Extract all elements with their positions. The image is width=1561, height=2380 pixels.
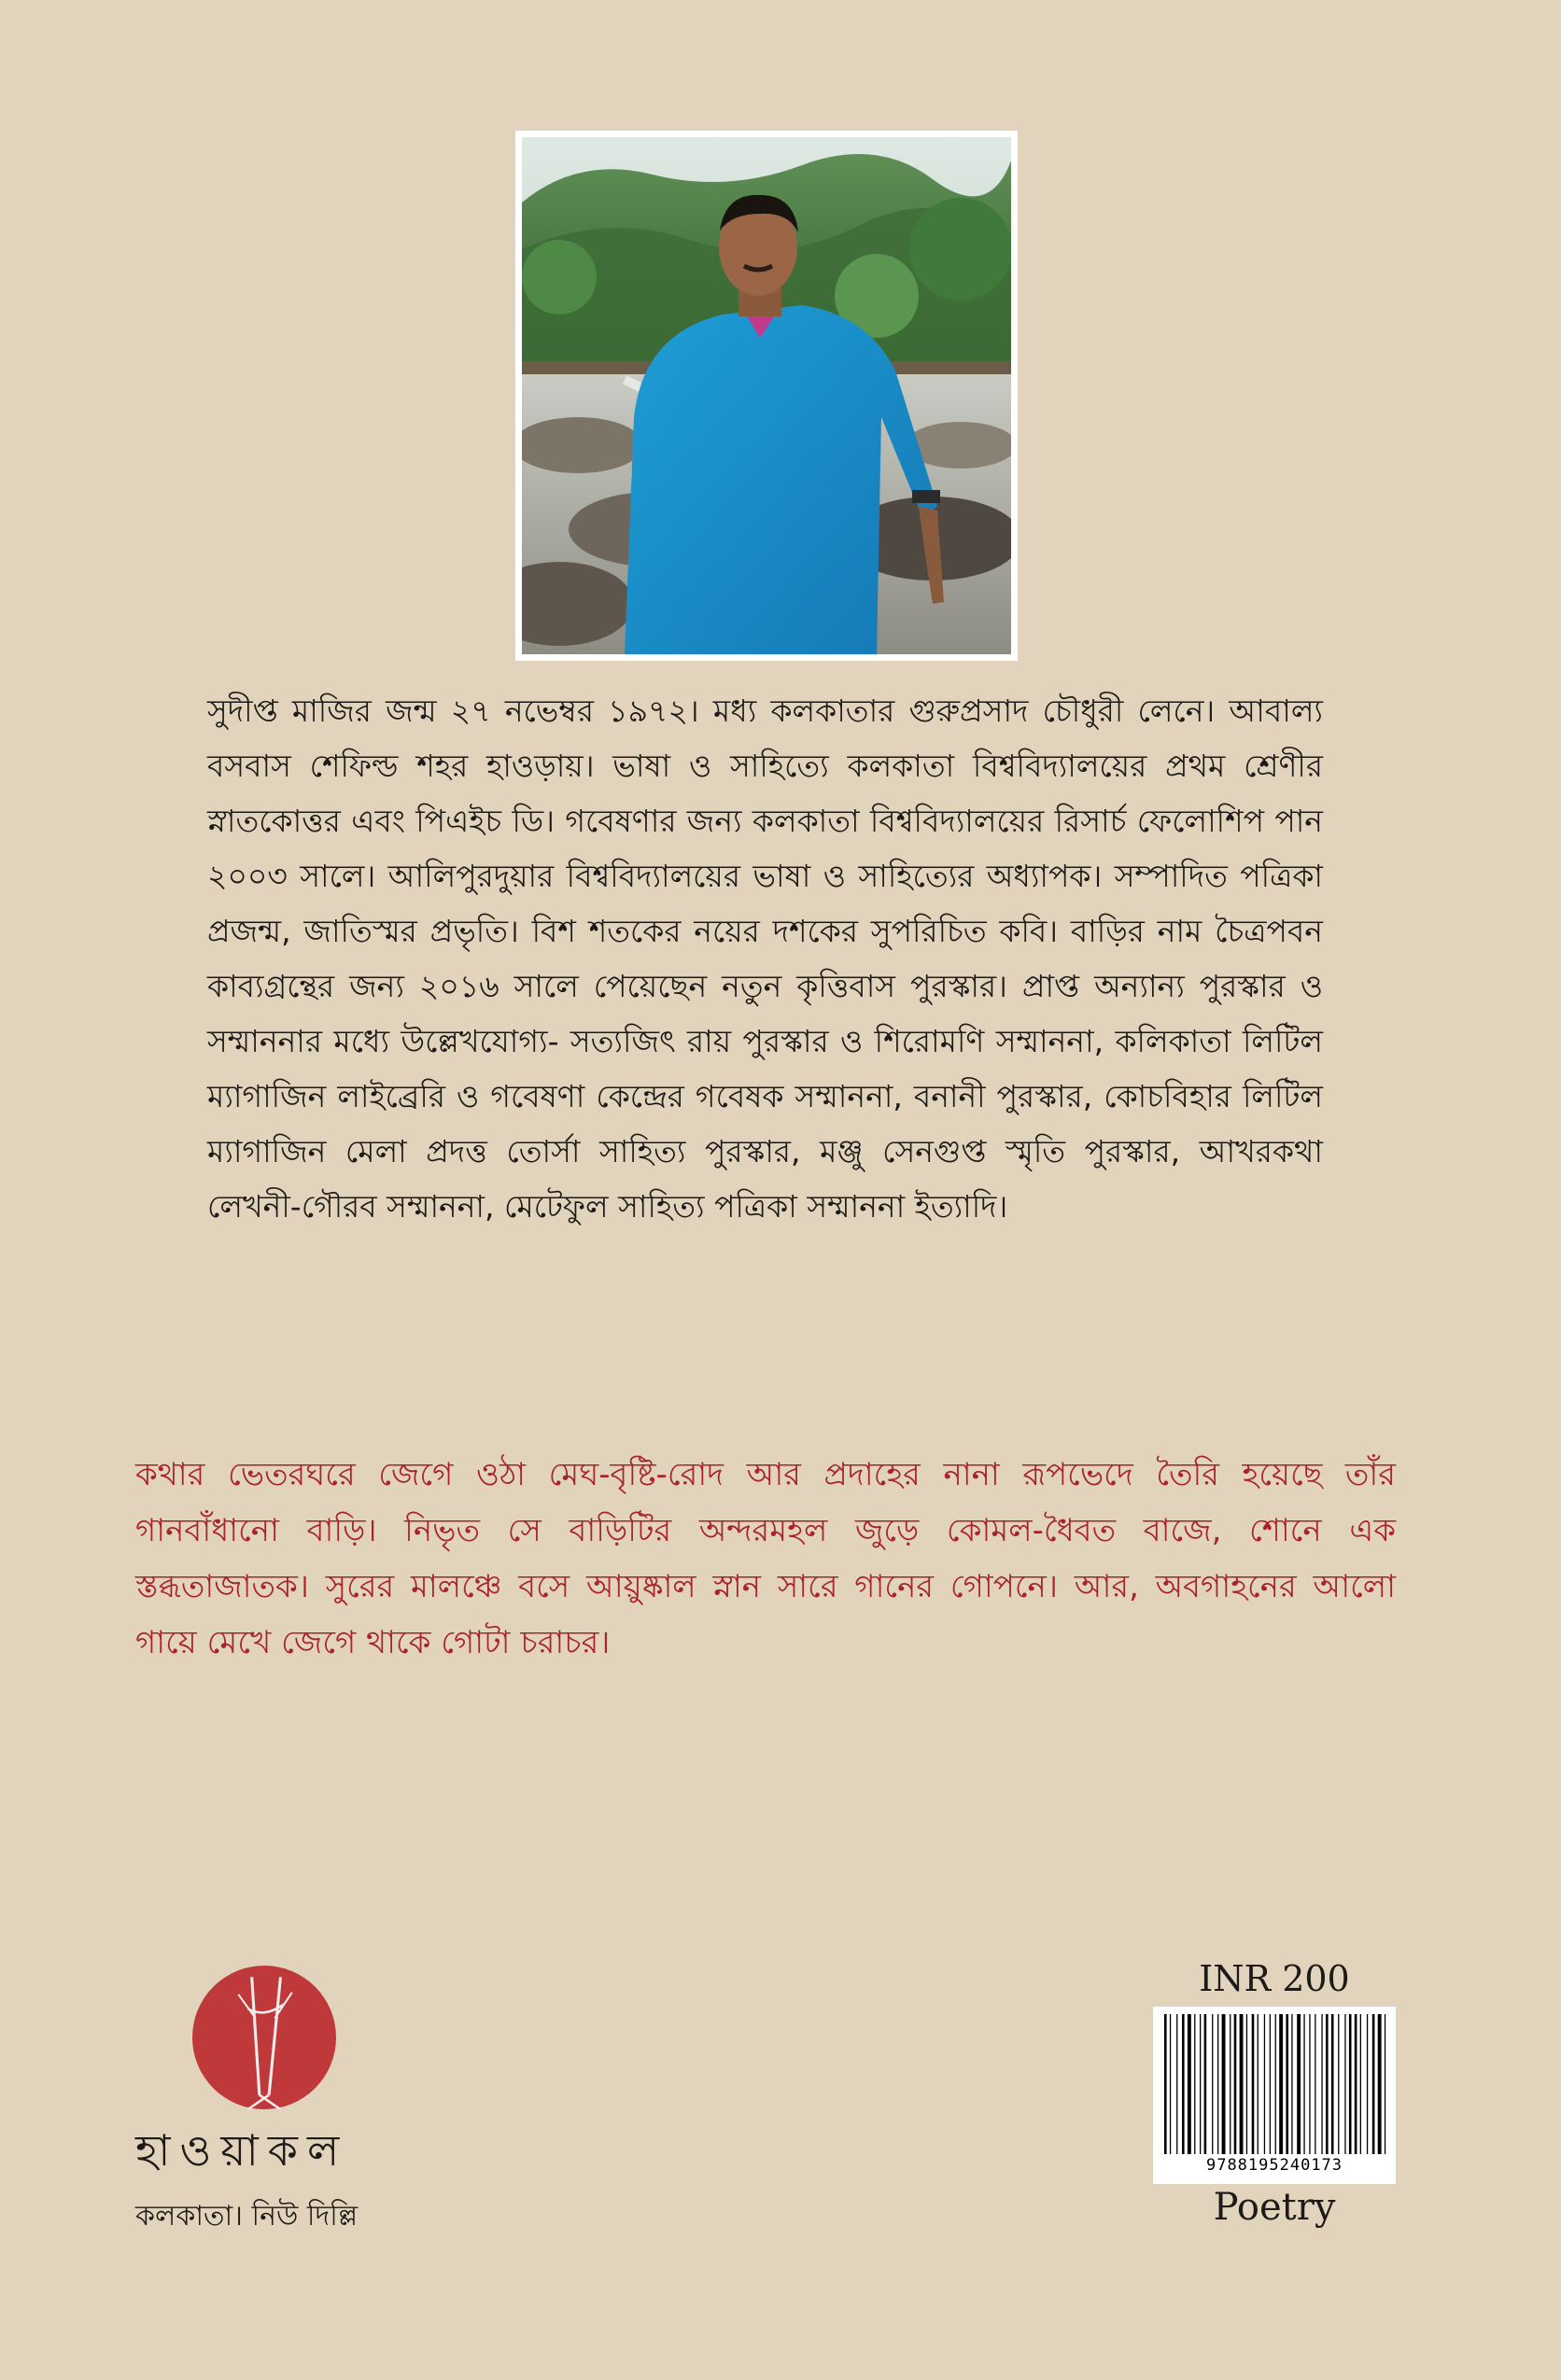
barcode-bar	[1349, 2014, 1352, 2154]
barcode-bar	[1331, 2014, 1334, 2154]
barcode-bar	[1188, 2014, 1191, 2154]
author-photo	[515, 131, 1018, 661]
barcode-bar	[1279, 2014, 1283, 2154]
author-bio: সুদীপ্ত মাজির জন্ম ২৭ নভেম্বর ১৯৭২। মধ্য কলকাতার গুরুপ্রসাদ চৌধুরী লেনে। আবাল্য বসবাস শেফিল্ড শহর হাওড়ায়। ভাষা ও সাহিত্যে কলকাতা বিশ্ববিদ্যালয়ের প্রথম শ্রেণীর স্নাতকোত্তর এবং পিএইচ ডি। গবেষণার জন্য কলকাতা বিশ্ববিদ্যালয়ের রিসার্চ ফেলোশিপ পান ২০০৩ সালে। আলিপুরদুয়ার বিশ্ববিদ্যালয়ের ভাষা ও সাহিত্যের অধ্যাপক। সম্পাদিত পত্রিকা প্রজন্ম, জাতিস্মর প্রভৃতি। বিশ শতকের নয়ের দশকের সুপরিচিত কবি। বাড়ির নাম চৈত্রপবন কাব্যগ্রন্থের জন্য ২০১৬ সালে পেয়েছেন নতুন কৃত্তিবাস পুরস্কার। প্রাপ্ত অন্যান্য পুরস্কার ও সম্মাননার মধ্যে উল্লেখযোগ্য- সত্যজিৎ রায় পুরস্কার ও শিরোমণি সম্মাননা, কলিকাতা লিটিল ম্যাগাজিন লাইব্রেরি ও গবেষণা কেন্দ্রের গবেষক সম্মাননা, বনানী পুরস্কার, কোচবিহার লিটিল ম্যাগাজিন মেলা প্রদত্ত তোর্সা সাহিত্য পুরস্কার, মঞ্জু সেনগুপ্ত স্মৃতি পুরস্কার, আখরকথা লেখনী-গৌরব সম্মাননা, মেটেফুল সাহিত্য পত্রিকা সম্মাননা ইত্যাদি।	[207, 693, 1323, 1225]
genre-label: Poetry	[1213, 2186, 1336, 2229]
barcode-bar	[1204, 2014, 1207, 2154]
barcode-bar	[1258, 2014, 1259, 2154]
isbn-digits: 9788195240173	[1205, 2156, 1343, 2175]
barcode-bar	[1338, 2014, 1339, 2154]
barcode-bar	[1222, 2014, 1226, 2154]
barcode-bar	[1176, 2014, 1177, 2154]
barcode-bar	[1291, 2014, 1292, 2154]
barcode-bar	[1212, 2014, 1213, 2154]
barcode-bar	[1286, 2014, 1288, 2154]
barcode-bar	[1372, 2014, 1375, 2154]
publisher-name: হাওয়াকল	[135, 2125, 349, 2176]
book-blurb: কথার ভেতরঘরে জেগে ওঠা মেঘ-বৃষ্টি-রোদ আর প্রদাহের নানা রূপভেদে তৈরি হয়েছে তাঁর গানবাঁধানো বাড়ি। নিভৃত সে বাড়িটির অন্দরমহল জুড়ে কোমল-ধৈবত বাজে, শোনে এক স্তব্ধতাজাতক। সুরের মালঞ্চে বসে আয়ুষ্কাল স্নান সারে গানের গোপনে। আর, অবগাহনের আলো গায়ে মেখে জেগে থাকে গোটা চরাচর।	[135, 1456, 1396, 1661]
barcode-bar	[1230, 2014, 1231, 2154]
barcode-bar	[1164, 2014, 1167, 2154]
barcode-bars	[1160, 2014, 1388, 2154]
barcode-bar	[1264, 2014, 1265, 2154]
barcode-bar	[1252, 2014, 1255, 2154]
barcode-bar	[1234, 2014, 1237, 2154]
price-label: INR 200	[1199, 1958, 1350, 1999]
barcode-bar	[1378, 2014, 1382, 2154]
barcode-bar	[1170, 2014, 1171, 2154]
barcode-bar	[1246, 2014, 1247, 2154]
isbn-barcode	[1153, 2007, 1396, 2184]
barcode-bar	[1217, 2014, 1218, 2154]
barcode-bar	[1194, 2014, 1195, 2154]
barcode-bar	[1200, 2014, 1201, 2154]
barcode-bar	[1360, 2014, 1361, 2154]
barcode-bar	[1240, 2014, 1244, 2154]
barcode-bar	[1270, 2014, 1271, 2154]
barcode-bar	[1326, 2014, 1329, 2154]
author-photo-image	[522, 137, 1011, 654]
barcode-bar	[1275, 2014, 1276, 2154]
barcode-bar	[1355, 2014, 1357, 2154]
barcode-bar	[1303, 2014, 1304, 2154]
publisher-logo-icon	[192, 1966, 336, 2109]
barcode-bar	[1321, 2014, 1322, 2154]
barcode-bar	[1344, 2014, 1345, 2154]
barcode-bar	[1367, 2014, 1368, 2154]
barcode-bar	[1297, 2014, 1301, 2154]
publisher-cities: কলকাতা। নিউ দিল্লি	[135, 2200, 359, 2233]
barcode-bar	[1182, 2014, 1185, 2154]
barcode-bar	[1309, 2014, 1310, 2154]
